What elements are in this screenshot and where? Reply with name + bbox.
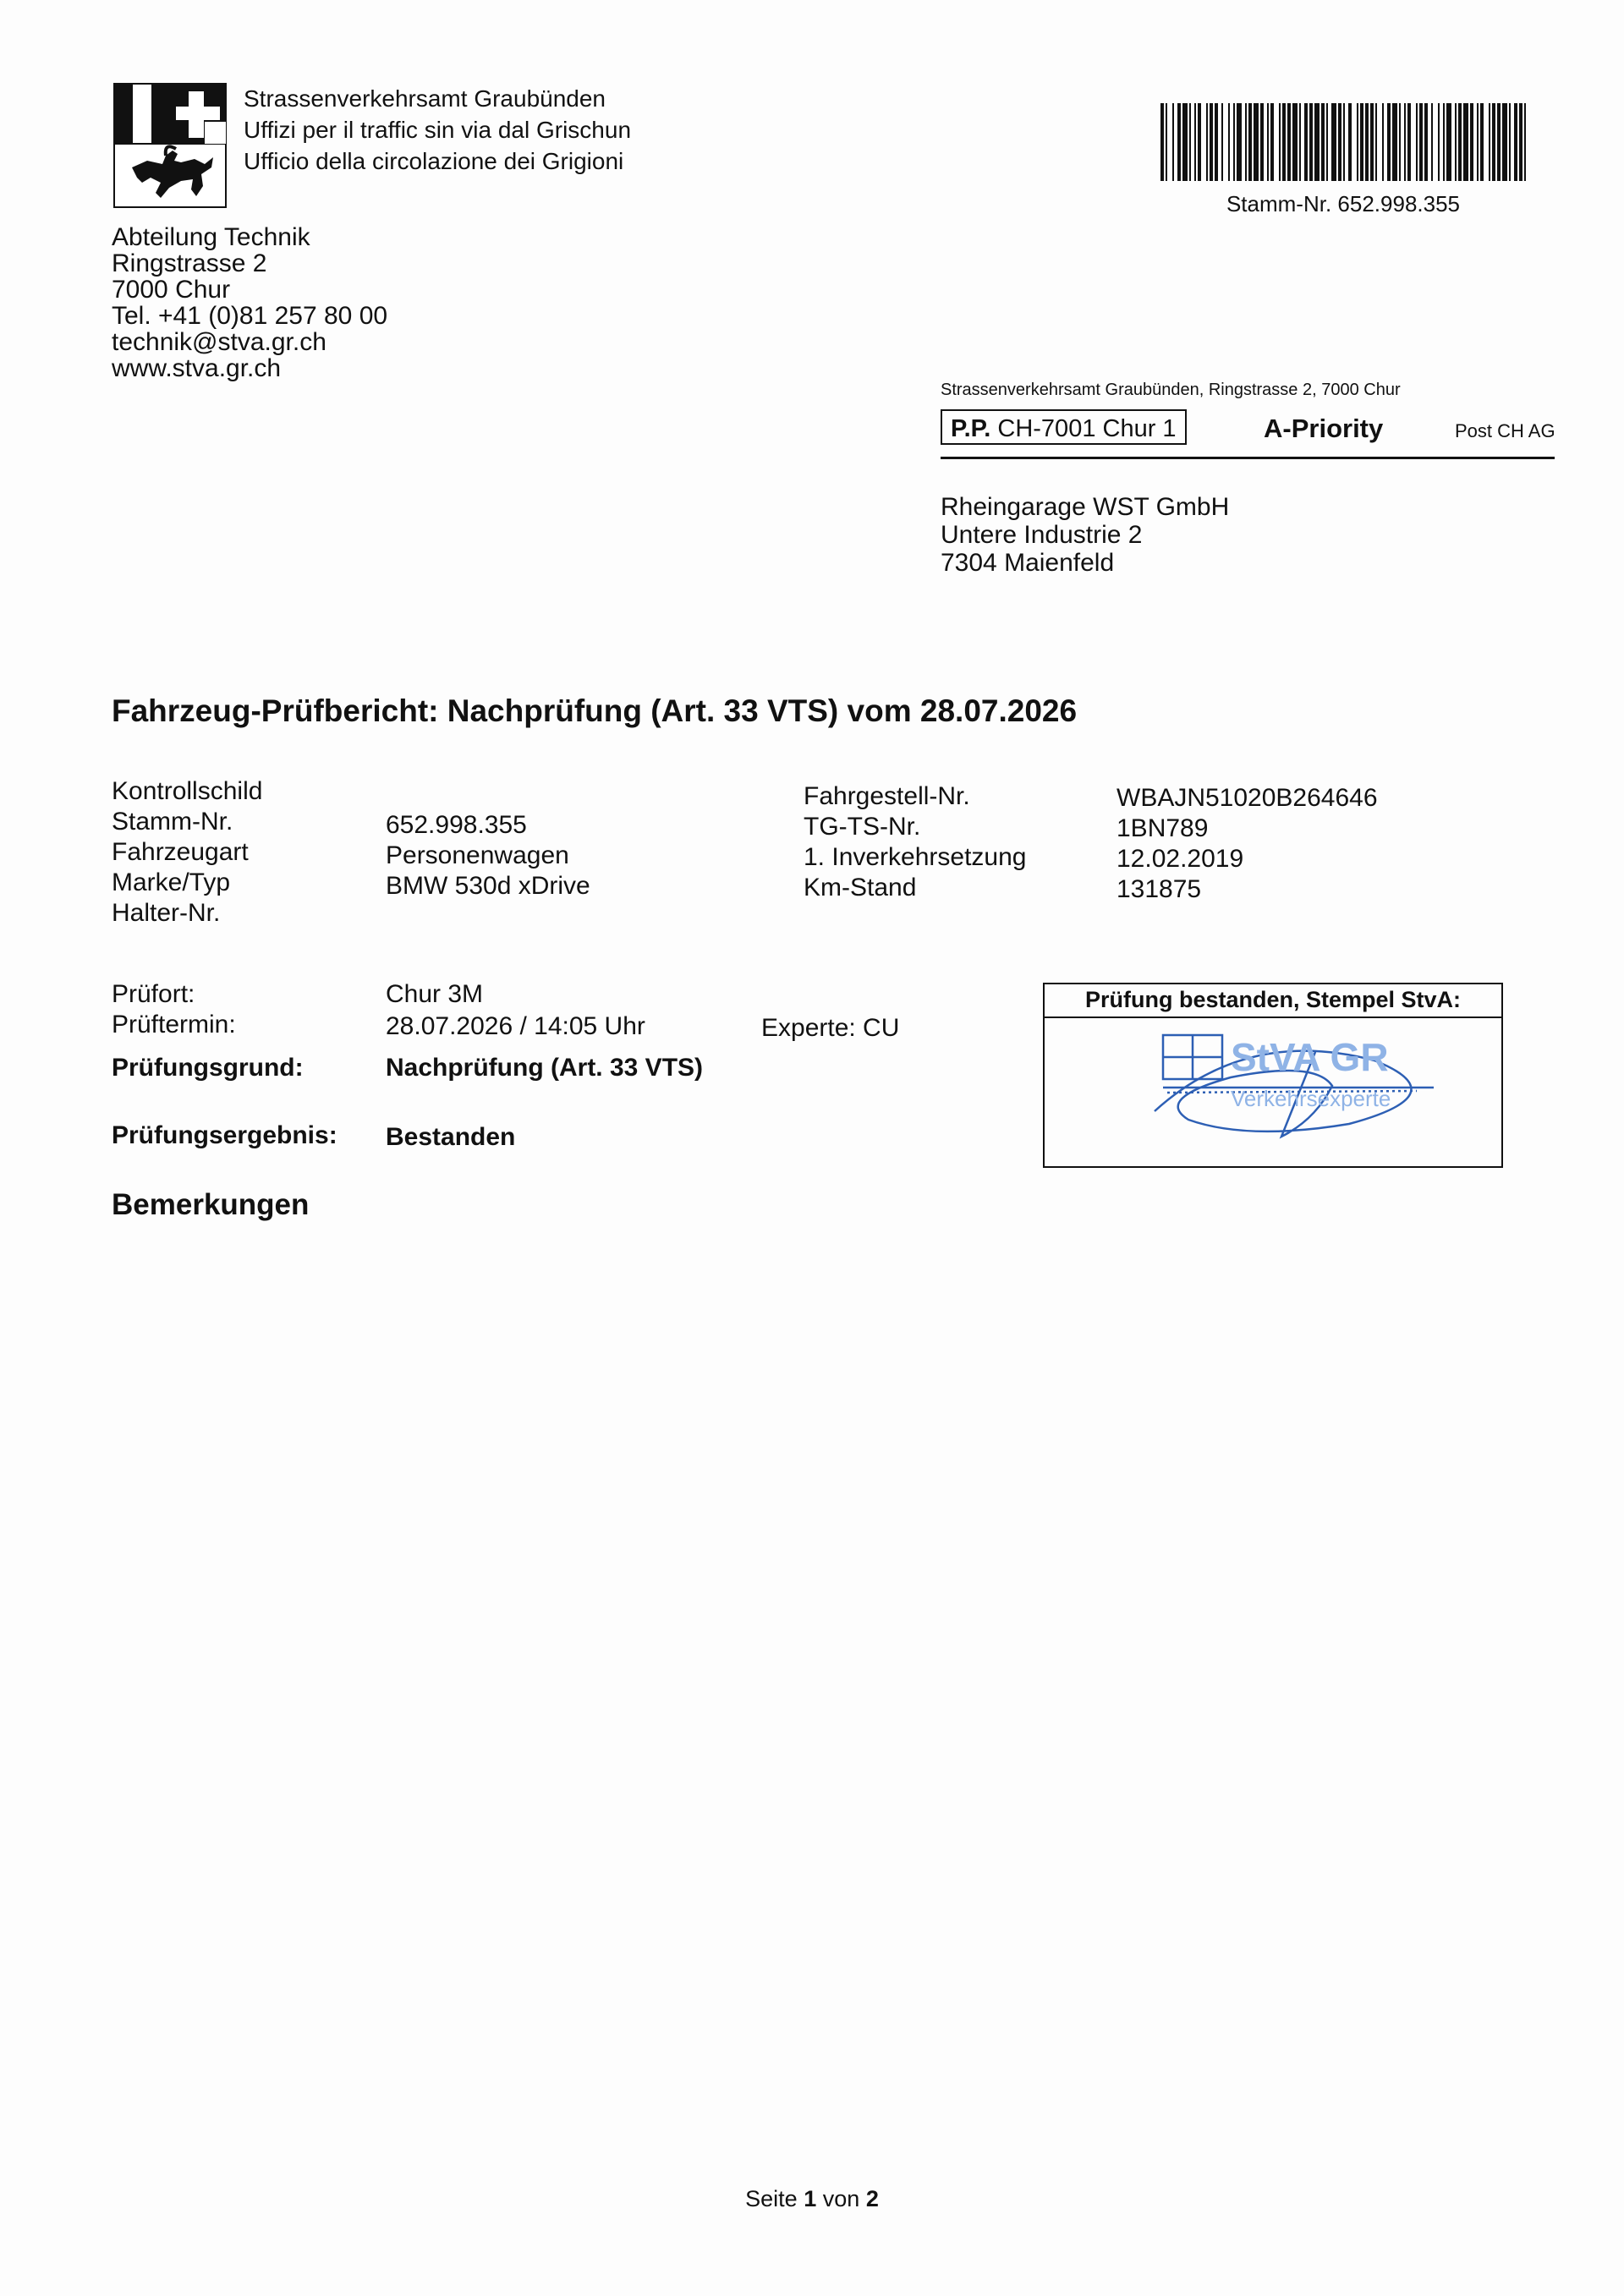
stamp-main-text: StVA GR (1231, 1035, 1389, 1079)
pp-code: CH-7001 Chur 1 (997, 415, 1177, 442)
label-kontrollschild: Kontrollschild (112, 777, 263, 805)
label-km: Km-Stand (804, 874, 917, 901)
department-email: technik@stva.gr.ch (112, 328, 326, 356)
agency-name-it: Ufficio della circolazione dei Grigioni (244, 148, 624, 174)
label-fahrzeugart: Fahrzeugart (112, 838, 249, 866)
label-stamm: Stamm-Nr. (112, 808, 233, 836)
graubuenden-coat-of-arms-logo (113, 83, 227, 208)
agency-name-de: Strassenverkehrsamt Graubünden (244, 85, 606, 112)
pp-prefix: P.P. (951, 415, 991, 442)
barcode (1160, 103, 1526, 181)
page-prefix: Seite (745, 2186, 798, 2211)
value-tgts: 1BN789 (1116, 814, 1209, 842)
pp-postage-box (941, 409, 1187, 445)
barcode-stamm-number: Stamm-Nr. 652.998.355 (1226, 191, 1461, 216)
page-number: 1 (804, 2186, 817, 2211)
label-pruefungsergebnis: Prüfungsergebnis: (112, 1121, 337, 1149)
agency-name-rm: Uffizi per il traffic sin via dal Grischun (244, 117, 632, 143)
label-pruefungsgrund: Prüfungsgrund: (112, 1054, 304, 1082)
value-km: 131875 (1116, 875, 1202, 903)
recipient-name: Rheingarage WST GmbH (941, 493, 1230, 521)
page-mid: von (822, 2186, 860, 2211)
value-fahrgestell: WBAJN51020B264646 (1116, 784, 1378, 812)
recipient-address (941, 493, 1229, 577)
value-prueftermin: 28.07.2026 / 14:05 Uhr (386, 1012, 645, 1040)
recipient-street: Untere Industrie 2 (941, 521, 1143, 549)
official-stamp-seal (1062, 1018, 1484, 1162)
value-pruefort: Chur 3M (386, 980, 484, 1008)
department-name: Abteilung Technik (112, 223, 310, 251)
value-pruefungsergebnis: Bestanden (386, 1123, 516, 1151)
label-pruefort: Prüfort: (112, 980, 195, 1008)
value-stamm: 652.998.355 (386, 811, 527, 839)
label-inverkehr: 1. Inverkehrsetzung (804, 843, 1027, 871)
department-phone: Tel. +41 (0)81 257 80 00 (112, 302, 388, 330)
sender-return-line: Strassenverkehrsamt Graubünden, Ringstrasse 2, 7000 Chur (941, 381, 1401, 399)
label-halter: Halter-Nr. (112, 899, 221, 927)
report-title: Fahrzeug-Prüfbericht: Nachprüfung (Art. 33 VTS) vom 28.07.2026 (112, 693, 1078, 728)
page-footer (0, 2186, 1624, 2212)
priority-label: A-Priority (1264, 414, 1384, 443)
postal-carrier: Post CH AG (1455, 420, 1555, 441)
value-marke: BMW 530d xDrive (386, 872, 590, 900)
value-fahrzeugart: Personenwagen (386, 841, 569, 869)
label-marke: Marke/Typ (112, 869, 231, 896)
agency-name-block (244, 83, 631, 177)
value-pruefungsgrund: Nachprüfung (Art. 33 VTS) (386, 1054, 704, 1082)
department-city: 7000 Chur (112, 276, 231, 304)
value-inverkehr: 12.02.2019 (1116, 845, 1244, 873)
page-total: 2 (865, 2186, 879, 2211)
stamp-box-header: Prüfung bestanden, Stempel StvA: (1045, 984, 1501, 1018)
remarks-heading: Bemerkungen (112, 1188, 310, 1221)
department-web: www.stva.gr.ch (112, 354, 282, 382)
label-fahrgestell: Fahrgestell-Nr. (804, 782, 970, 810)
experte-label: Experte: CU (761, 1014, 900, 1042)
stamp-box (1043, 983, 1503, 1168)
label-prueftermin: Prüftermin: (112, 1011, 236, 1038)
recipient-city: 7304 Maienfeld (941, 549, 1115, 577)
department-street: Ringstrasse 2 (112, 249, 267, 277)
label-tgts: TG-TS-Nr. (804, 813, 921, 841)
department-address (112, 224, 387, 381)
postal-divider (941, 457, 1555, 459)
stamp-sub-text: Verkehrsexperte (1231, 1086, 1391, 1111)
